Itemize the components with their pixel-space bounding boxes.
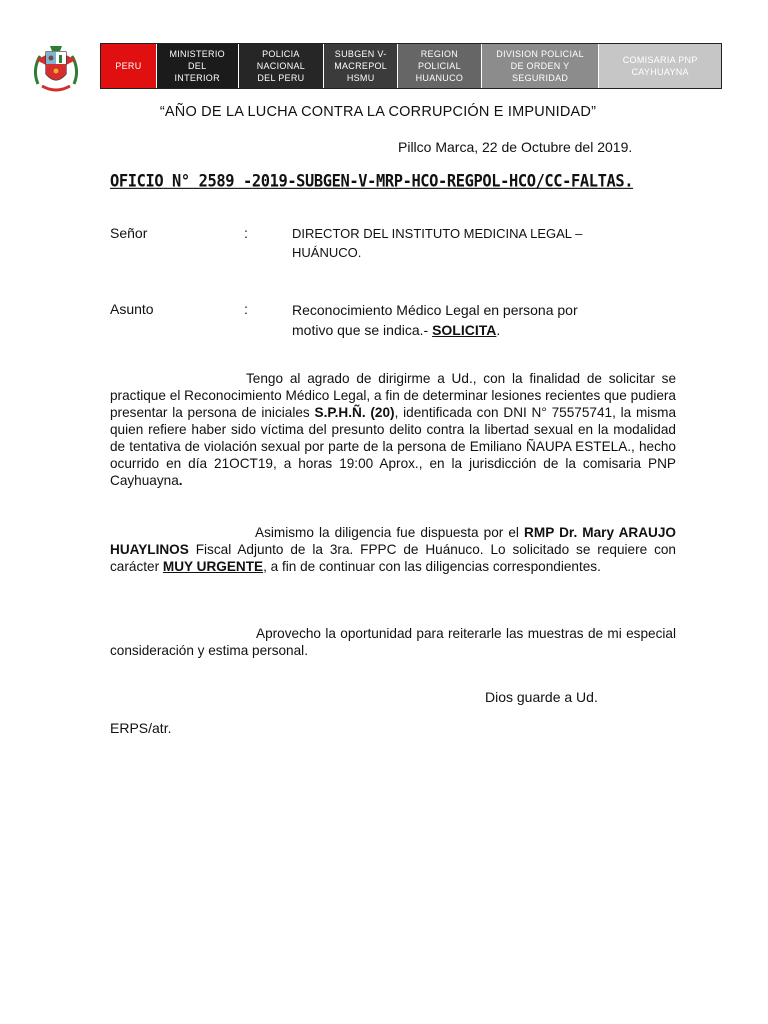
- subject-colon: :: [244, 301, 248, 317]
- recipient-value: DIRECTOR DEL INSTITUTO MEDICINA LEGAL – HUÁNUCO.: [292, 226, 583, 260]
- recipient-colon: :: [244, 225, 248, 241]
- subject-value: Reconocimiento Médico Legal en persona por motivo que se indica.- SOLICITA.: [292, 302, 578, 338]
- header-cell-subgen: SUBGEN V- MACREPOL HSMU: [324, 44, 398, 88]
- date-line: Pillco Marca, 22 de Octubre del 2019.: [398, 139, 633, 155]
- closing-salutation: Dios guarde a Ud.: [485, 689, 598, 705]
- recipient-label: Señor: [110, 225, 148, 241]
- subject-label: Asunto: [110, 301, 154, 317]
- header-cell-peru: PERU: [101, 44, 157, 88]
- body-paragraph-3: Aprovecho la oportunidad para reiterarle las muestras de mi especial consideración y estima personal.: [110, 626, 676, 658]
- year-motto: “AÑO DE LA LUCHA CONTRA LA CORRUPCIÓN E IMPUNIDAD”: [159, 104, 597, 120]
- body-paragraph-1: Tengo al agrado de dirigirme a Ud., con la finalidad de solicitar se practique el Reconocimiento Médico Legal, a fin de determinar lesiones recientes que pudiera presentar la persona de iniciales S.P.H.Ñ. (20), identificada con DNI N° 75575741, la misma quien refiere haber sido víctima del presunto delito contra la libertad sexual en la modalidad de tentativa de violación sexual por parte de la persona de Emiliano ÑAUPA ESTELA., hecho ocurrido en día 21OCT19, a horas 19:00 Aprox., en la jurisdicción de la comisaria PNP Cayhuayna.: [110, 371, 677, 488]
- header-cell-ministerio: MINISTERIO DEL INTERIOR: [157, 44, 239, 88]
- subject-emphasis: SOLICITA: [432, 322, 497, 338]
- institution-header-band: [100, 43, 722, 89]
- oficio-number-heading: OFICIO N° 2589 -2019-SUBGEN-V-MRP-HCO-REGPOL-HCO/CC-FALTAS.: [110, 171, 634, 192]
- header-cell-division: DIVISION POLICIAL DE ORDEN Y SEGURIDAD: [482, 44, 600, 88]
- header-cell-region: REGION POLICIAL HUANUCO: [398, 44, 482, 88]
- urgency-emphasis: MUY URGENTE: [162, 559, 264, 574]
- header-cell-policia: POLICIA NACIONAL DEL PERU: [239, 44, 325, 88]
- author-initials: ERPS/atr.: [110, 720, 172, 736]
- body-paragraph-2: Asimismo la diligencia fue dispuesta por el RMP Dr. Mary ARAUJO HUAYLINOS Fiscal Adjunto de la 3ra. FPPC de Huánuco. Lo solicitado se requiere con carácter MUY URGENTE, a fin de continuar con las diligencias correspondientes.: [110, 525, 677, 574]
- peru-coat-of-arms-icon: [28, 40, 84, 96]
- prosecutor-name: RMP Dr. Mary ARAUJO HUAYLINOS: [110, 525, 677, 557]
- victim-initials: S.P.H.Ñ. (20): [314, 405, 395, 420]
- header-cell-comisaria: COMISARIA PNP CAYHUAYNA: [599, 44, 721, 88]
